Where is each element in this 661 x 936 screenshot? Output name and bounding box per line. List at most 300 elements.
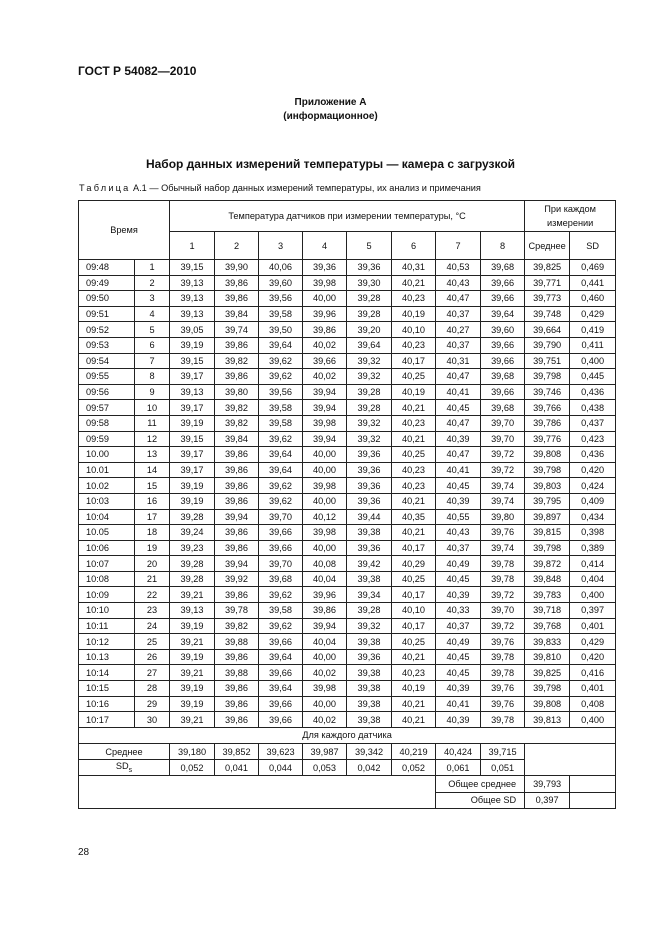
sensor-sd: 0,052 — [170, 760, 215, 776]
sensor-5-cell: 39,38 — [347, 681, 392, 697]
temperature-table — [78, 200, 616, 809]
row-mean-cell: 39,795 — [525, 493, 570, 509]
sensor-6-cell: 40,21 — [392, 400, 436, 416]
sensor-2-cell: 39,86 — [215, 493, 259, 509]
sensor-8-cell: 39,76 — [481, 634, 525, 650]
row-mean-cell: 39,808 — [525, 696, 570, 712]
sensor-1-cell: 39,15 — [170, 353, 215, 369]
sensor-3-cell: 39,58 — [259, 306, 303, 322]
sensor-8-cell: 39,70 — [481, 415, 525, 431]
time-cell: 10.00 — [79, 447, 135, 463]
sensor-3-cell: 39,64 — [259, 462, 303, 478]
overall-sd-value: 0,397 — [525, 792, 570, 808]
sensor-7-cell: 40,41 — [436, 384, 481, 400]
row-sd-cell: 0,409 — [570, 493, 616, 509]
sensor-8-cell: 39,64 — [481, 306, 525, 322]
time-cell: 10:06 — [79, 540, 135, 556]
sensor-2-cell: 39,92 — [215, 571, 259, 587]
sensor-4-cell: 40,02 — [303, 337, 347, 353]
time-cell: 10:12 — [79, 634, 135, 650]
sensor-2-cell: 39,82 — [215, 353, 259, 369]
sensor-1-cell: 39,19 — [170, 649, 215, 665]
sensor-5-cell: 39,44 — [347, 509, 392, 525]
sensor-number-header: 4 — [303, 232, 347, 260]
sensor-5-cell: 39,64 — [347, 337, 392, 353]
sensor-sd: 0,051 — [481, 760, 525, 776]
sensor-6-cell: 40,23 — [392, 337, 436, 353]
time-cell: 09:55 — [79, 369, 135, 385]
sensor-number-header: 2 — [215, 232, 259, 260]
sensor-3-cell: 40,06 — [259, 260, 303, 276]
sensor-3-cell: 39,66 — [259, 540, 303, 556]
sensor-3-cell: 39,68 — [259, 571, 303, 587]
row-sd-cell: 0,416 — [570, 665, 616, 681]
sensor-5-cell: 39,38 — [347, 665, 392, 681]
caption-label: Таблица — [79, 183, 131, 193]
row-sd-cell: 0,445 — [570, 369, 616, 385]
sensor-7-cell: 40,39 — [436, 681, 481, 697]
index-cell: 7 — [135, 353, 170, 369]
time-cell: 09:49 — [79, 275, 135, 291]
sensor-8-cell: 39,80 — [481, 509, 525, 525]
sensor-mean: 39,852 — [215, 744, 259, 760]
table-row — [79, 681, 616, 697]
sensor-5-cell: 39,32 — [347, 618, 392, 634]
sensor-sd: 0,041 — [215, 760, 259, 776]
sensor-mean: 39,623 — [259, 744, 303, 760]
sensor-6-cell: 40,23 — [392, 291, 436, 307]
sensor-4-cell: 39,94 — [303, 400, 347, 416]
sensor-7-cell: 40,49 — [436, 634, 481, 650]
time-cell: 09:59 — [79, 431, 135, 447]
sensor-7-cell: 40,39 — [436, 587, 481, 603]
sensor-2-cell: 39,86 — [215, 525, 259, 541]
sensor-1-cell: 39,13 — [170, 306, 215, 322]
index-cell: 5 — [135, 322, 170, 338]
sensor-8-cell: 39,78 — [481, 712, 525, 728]
sensor-4-cell: 39,36 — [303, 260, 347, 276]
blank-cell — [525, 744, 616, 776]
index-cell: 16 — [135, 493, 170, 509]
sensor-7-cell: 40,55 — [436, 509, 481, 525]
row-mean-cell: 39,897 — [525, 509, 570, 525]
index-cell: 10 — [135, 400, 170, 416]
table-row — [79, 571, 616, 587]
sensor-2-cell: 39,86 — [215, 540, 259, 556]
sensor-8-cell: 39,78 — [481, 649, 525, 665]
sensor-4-cell: 39,66 — [303, 353, 347, 369]
sensor-4-cell: 40,12 — [303, 509, 347, 525]
sensor-2-cell: 39,90 — [215, 260, 259, 276]
index-cell: 9 — [135, 384, 170, 400]
sd-subscript: s — [128, 767, 133, 775]
index-cell: 26 — [135, 649, 170, 665]
sensor-4-cell: 40,02 — [303, 665, 347, 681]
sensor-3-cell: 39,50 — [259, 322, 303, 338]
sensor-3-cell: 39,58 — [259, 415, 303, 431]
index-cell: 14 — [135, 462, 170, 478]
row-sd-cell: 0,419 — [570, 322, 616, 338]
index-cell: 4 — [135, 306, 170, 322]
sensor-6-cell: 40,21 — [392, 696, 436, 712]
blank-cell — [570, 776, 616, 792]
sensor-5-cell: 39,36 — [347, 260, 392, 276]
sensor-4-cell: 40,08 — [303, 556, 347, 572]
header-mean: Среднее — [525, 232, 570, 260]
sensor-3-cell: 39,64 — [259, 337, 303, 353]
sensor-3-cell: 39,62 — [259, 493, 303, 509]
sensor-7-cell: 40,33 — [436, 603, 481, 619]
index-cell: 6 — [135, 337, 170, 353]
index-cell: 29 — [135, 696, 170, 712]
sensor-5-cell: 39,28 — [347, 400, 392, 416]
table-row — [79, 712, 616, 728]
sensor-2-cell: 39,82 — [215, 618, 259, 634]
time-cell: 09:50 — [79, 291, 135, 307]
sensor-number-header: 7 — [436, 232, 481, 260]
table-row — [79, 540, 616, 556]
sensor-6-cell: 40,19 — [392, 384, 436, 400]
sensor-4-cell: 40,00 — [303, 493, 347, 509]
sensor-2-cell: 39,94 — [215, 509, 259, 525]
time-cell: 10.05 — [79, 525, 135, 541]
sensor-4-cell: 39,96 — [303, 587, 347, 603]
row-sd-cell: 0,389 — [570, 540, 616, 556]
sensor-7-cell: 40,53 — [436, 260, 481, 276]
sensor-4-cell: 39,98 — [303, 681, 347, 697]
sensor-2-cell: 39,88 — [215, 634, 259, 650]
index-cell: 24 — [135, 618, 170, 634]
page-title: Набор данных измерений температуры — камера с загрузкой — [145, 157, 516, 171]
sensor-7-cell: 40,47 — [436, 447, 481, 463]
sensor-2-cell: 39,86 — [215, 712, 259, 728]
sensor-3-cell: 39,62 — [259, 431, 303, 447]
sensor-mean: 40,424 — [436, 744, 481, 760]
sensor-3-cell: 39,70 — [259, 509, 303, 525]
row-sd-cell: 0,434 — [570, 509, 616, 525]
table-row — [79, 603, 616, 619]
sensor-5-cell: 39,38 — [347, 525, 392, 541]
time-cell: 10:03 — [79, 493, 135, 509]
row-mean-cell: 39,803 — [525, 478, 570, 494]
sensor-sd: 0,044 — [259, 760, 303, 776]
row-mean-cell: 39,776 — [525, 431, 570, 447]
row-mean-cell: 39,798 — [525, 681, 570, 697]
sensor-4-cell: 40,02 — [303, 369, 347, 385]
sensor-8-cell: 39,72 — [481, 447, 525, 463]
row-mean-cell: 39,815 — [525, 525, 570, 541]
sensor-1-cell: 39,21 — [170, 587, 215, 603]
row-mean-cell: 39,768 — [525, 618, 570, 634]
sensor-4-cell: 39,86 — [303, 603, 347, 619]
sensor-3-cell: 39,60 — [259, 275, 303, 291]
annex-label: Приложение А — [294, 97, 367, 108]
sensor-4-cell: 39,94 — [303, 431, 347, 447]
sensor-7-cell: 40,47 — [436, 291, 481, 307]
sensor-2-cell: 39,84 — [215, 431, 259, 447]
time-cell: 10.13 — [79, 649, 135, 665]
sensor-7-cell: 40,37 — [436, 337, 481, 353]
row-mean-cell: 39,751 — [525, 353, 570, 369]
index-cell: 30 — [135, 712, 170, 728]
sensor-mean: 40,219 — [392, 744, 436, 760]
sensor-8-cell: 39,74 — [481, 493, 525, 509]
sensor-1-cell: 39,28 — [170, 556, 215, 572]
table-row — [79, 649, 616, 665]
sensor-6-cell: 40,23 — [392, 665, 436, 681]
sensor-4-cell: 39,96 — [303, 306, 347, 322]
table-row — [79, 493, 616, 509]
table-row — [79, 322, 616, 338]
sensor-3-cell: 39,62 — [259, 369, 303, 385]
row-mean-cell: 39,771 — [525, 275, 570, 291]
index-cell: 20 — [135, 556, 170, 572]
time-cell: 10:14 — [79, 665, 135, 681]
sensor-5-cell: 39,32 — [347, 369, 392, 385]
table-row — [79, 665, 616, 681]
sensor-6-cell: 40,35 — [392, 509, 436, 525]
sensor-6-cell: 40,17 — [392, 587, 436, 603]
sensor-3-cell: 39,62 — [259, 587, 303, 603]
sensor-3-cell: 39,64 — [259, 681, 303, 697]
table-row — [79, 306, 616, 322]
sensor-4-cell: 40,00 — [303, 649, 347, 665]
sensor-1-cell: 39,13 — [170, 275, 215, 291]
sensor-5-cell: 39,36 — [347, 649, 392, 665]
index-cell: 3 — [135, 291, 170, 307]
sensor-7-cell: 40,45 — [436, 649, 481, 665]
blank-cell — [570, 792, 616, 808]
table-row — [79, 447, 616, 463]
row-mean-cell: 39,746 — [525, 384, 570, 400]
sensor-1-cell: 39,28 — [170, 509, 215, 525]
table-row — [79, 400, 616, 416]
row-mean-cell: 39,825 — [525, 260, 570, 276]
sensor-6-cell: 40,29 — [392, 556, 436, 572]
index-cell: 27 — [135, 665, 170, 681]
sensor-6-cell: 40,19 — [392, 306, 436, 322]
sensor-1-cell: 39,17 — [170, 369, 215, 385]
sensor-3-cell: 39,66 — [259, 665, 303, 681]
sensor-4-cell: 40,04 — [303, 634, 347, 650]
sensor-number-header: 5 — [347, 232, 392, 260]
index-cell: 12 — [135, 431, 170, 447]
sensor-1-cell: 39,28 — [170, 571, 215, 587]
sensor-5-cell: 39,36 — [347, 462, 392, 478]
sensor-8-cell: 39,60 — [481, 322, 525, 338]
time-cell: 10.02 — [79, 478, 135, 494]
sensor-3-cell: 39,66 — [259, 634, 303, 650]
table-row — [79, 587, 616, 603]
sensor-6-cell: 40,21 — [392, 275, 436, 291]
sensor-4-cell: 39,98 — [303, 415, 347, 431]
sensor-1-cell: 39,19 — [170, 618, 215, 634]
row-sd-cell: 0,398 — [570, 525, 616, 541]
sensor-7-cell: 40,49 — [436, 556, 481, 572]
overall-mean-label: Общее среднее — [436, 776, 525, 792]
sensor-8-cell: 39,66 — [481, 353, 525, 369]
row-mean-cell: 39,748 — [525, 306, 570, 322]
sensor-5-cell: 39,32 — [347, 353, 392, 369]
blank-cell — [79, 776, 436, 808]
row-mean-cell: 39,798 — [525, 540, 570, 556]
header-sensors: Температура датчиков при измерении температуры, °С — [170, 201, 525, 232]
sensor-2-cell: 39,86 — [215, 337, 259, 353]
sensor-3-cell: 39,62 — [259, 618, 303, 634]
row-mean-cell: 39,664 — [525, 322, 570, 338]
index-cell: 11 — [135, 415, 170, 431]
sensor-6-cell: 40,31 — [392, 260, 436, 276]
sensor-3-cell: 39,66 — [259, 696, 303, 712]
table-row — [79, 337, 616, 353]
sensor-6-cell: 40,21 — [392, 493, 436, 509]
sensor-4-cell: 40,00 — [303, 447, 347, 463]
sensor-7-cell: 40,31 — [436, 353, 481, 369]
row-sd-cell: 0,437 — [570, 415, 616, 431]
row-sd-cell: 0,469 — [570, 260, 616, 276]
index-cell: 15 — [135, 478, 170, 494]
table-row — [79, 556, 616, 572]
sensor-1-cell: 39,17 — [170, 447, 215, 463]
sensor-6-cell: 40,23 — [392, 478, 436, 494]
row-sd-cell: 0,441 — [570, 275, 616, 291]
sensor-1-cell: 39,05 — [170, 322, 215, 338]
annex-subtitle: (информационное) — [283, 111, 378, 122]
sensor-5-cell: 39,28 — [347, 603, 392, 619]
row-mean-cell: 39,872 — [525, 556, 570, 572]
row-mean-cell: 39,808 — [525, 447, 570, 463]
sensor-1-cell: 39,13 — [170, 384, 215, 400]
sensor-sd: 0,042 — [347, 760, 392, 776]
row-mean-cell: 39,790 — [525, 337, 570, 353]
sensor-5-cell: 39,38 — [347, 634, 392, 650]
time-cell: 09:51 — [79, 306, 135, 322]
time-cell: 09:57 — [79, 400, 135, 416]
time-cell: 09:54 — [79, 353, 135, 369]
header-sd: SD — [570, 232, 616, 260]
sensor-6-cell: 40,10 — [392, 603, 436, 619]
sensor-8-cell: 39,66 — [481, 275, 525, 291]
sensor-1-cell: 39,23 — [170, 540, 215, 556]
sensor-1-cell: 39,19 — [170, 696, 215, 712]
table-row — [79, 369, 616, 385]
sensor-number-header: 3 — [259, 232, 303, 260]
row-sd-cell: 0,400 — [570, 353, 616, 369]
sensor-6-cell: 40,10 — [392, 322, 436, 338]
sensor-5-cell: 39,36 — [347, 447, 392, 463]
sensor-7-cell: 40,45 — [436, 478, 481, 494]
row-sd-cell: 0,460 — [570, 291, 616, 307]
sensor-8-cell: 39,68 — [481, 400, 525, 416]
sensor-7-cell: 40,37 — [436, 306, 481, 322]
sensor-mean: 39,342 — [347, 744, 392, 760]
sensor-2-cell: 39,94 — [215, 556, 259, 572]
time-cell: 10:11 — [79, 618, 135, 634]
table-row — [79, 509, 616, 525]
time-cell: 10:04 — [79, 509, 135, 525]
time-cell: 10:09 — [79, 587, 135, 603]
sensor-8-cell: 39,68 — [481, 260, 525, 276]
sensor-2-cell: 39,86 — [215, 447, 259, 463]
row-sd-cell: 0,401 — [570, 618, 616, 634]
sensor-2-cell: 39,74 — [215, 322, 259, 338]
time-cell: 10.01 — [79, 462, 135, 478]
sensor-5-cell: 39,32 — [347, 431, 392, 447]
sensor-2-cell: 39,86 — [215, 696, 259, 712]
sensor-6-cell: 40,23 — [392, 415, 436, 431]
table-row — [79, 260, 616, 276]
sensor-3-cell: 39,56 — [259, 291, 303, 307]
table-row — [79, 478, 616, 494]
row-mean-cell: 39,813 — [525, 712, 570, 728]
sensor-3-cell: 39,62 — [259, 478, 303, 494]
row-sd-cell: 0,423 — [570, 431, 616, 447]
sensor-4-cell: 40,00 — [303, 540, 347, 556]
sensor-6-cell: 40,25 — [392, 634, 436, 650]
row-sd-cell: 0,397 — [570, 603, 616, 619]
sensor-1-cell: 39,21 — [170, 712, 215, 728]
sensor-5-cell: 39,36 — [347, 540, 392, 556]
sensor-8-cell: 39,70 — [481, 431, 525, 447]
sensor-7-cell: 40,39 — [436, 493, 481, 509]
table-row — [79, 384, 616, 400]
page-number: 28 — [78, 847, 90, 858]
sensor-4-cell: 39,94 — [303, 384, 347, 400]
sensor-1-cell: 39,15 — [170, 431, 215, 447]
sensor-3-cell: 39,64 — [259, 447, 303, 463]
row-mean-cell: 39,833 — [525, 634, 570, 650]
sensor-mean: 39,180 — [170, 744, 215, 760]
sensor-6-cell: 40,17 — [392, 618, 436, 634]
sensor-1-cell: 39,13 — [170, 603, 215, 619]
table-row — [79, 291, 616, 307]
index-cell: 28 — [135, 681, 170, 697]
sensor-8-cell: 39,68 — [481, 369, 525, 385]
sensor-1-cell: 39,21 — [170, 665, 215, 681]
per-sensor-label: Для каждого датчика — [79, 727, 616, 743]
sensor-7-cell: 40,41 — [436, 696, 481, 712]
sensor-7-cell: 40,47 — [436, 415, 481, 431]
index-cell: 1 — [135, 260, 170, 276]
row-mean-cell: 39,848 — [525, 571, 570, 587]
row-sd-cell: 0,400 — [570, 712, 616, 728]
table-row — [79, 525, 616, 541]
table-row — [79, 431, 616, 447]
row-mean-cell: 39,783 — [525, 587, 570, 603]
sensor-3-cell: 39,62 — [259, 353, 303, 369]
sensor-6-cell: 40,23 — [392, 462, 436, 478]
sensor-7-cell: 40,39 — [436, 712, 481, 728]
row-sd-cell: 0,401 — [570, 681, 616, 697]
sensor-1-cell: 39,17 — [170, 400, 215, 416]
sensor-number-header: 8 — [481, 232, 525, 260]
sensor-4-cell: 39,98 — [303, 525, 347, 541]
sensor-3-cell: 39,56 — [259, 384, 303, 400]
sensor-5-cell: 39,28 — [347, 384, 392, 400]
index-cell: 18 — [135, 525, 170, 541]
row-mean-cell: 39,766 — [525, 400, 570, 416]
sensor-1-cell: 39,15 — [170, 260, 215, 276]
sensor-2-cell: 39,82 — [215, 415, 259, 431]
index-cell: 8 — [135, 369, 170, 385]
time-cell: 09:56 — [79, 384, 135, 400]
sensor-2-cell: 39,86 — [215, 649, 259, 665]
row-mean-cell: 39,825 — [525, 665, 570, 681]
sensor-1-cell: 39,13 — [170, 291, 215, 307]
header-time: Время — [79, 201, 170, 260]
sensor-8-cell: 39,74 — [481, 478, 525, 494]
sensor-1-cell: 39,19 — [170, 681, 215, 697]
